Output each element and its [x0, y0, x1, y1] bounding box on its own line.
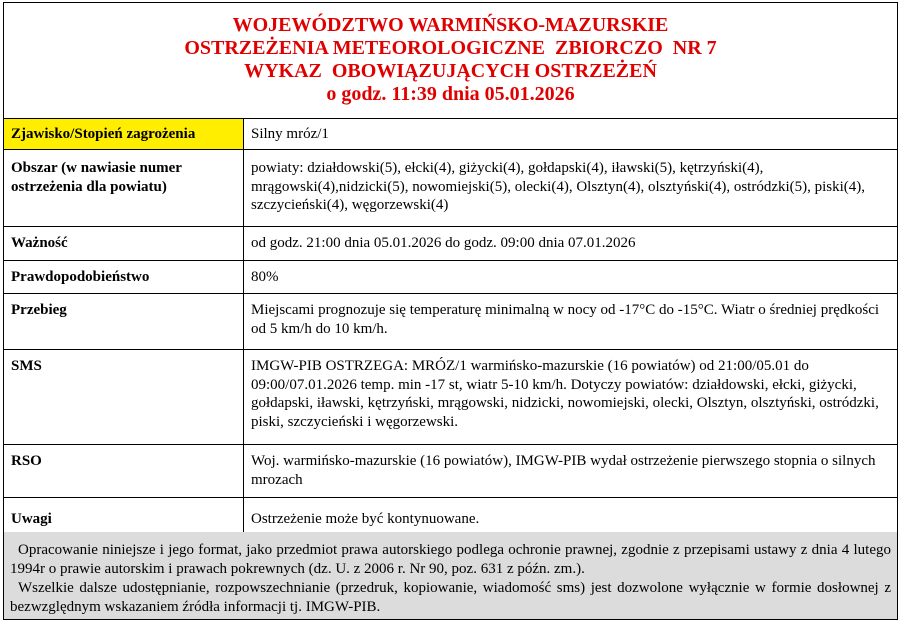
row-value-course: Miejscami prognozuje się temperaturę minimalną w nocy od -17°C do -15°C. Wiatr o średniej prędkości od 5 km/h do 10 km/h.: [244, 294, 898, 350]
region-title: WOJEWÓDZTWO WARMIŃSKO-MAZURSKIE: [232, 14, 669, 36]
row-label-probability: Prawdopodobieństwo: [4, 261, 244, 294]
table-row: [4, 119, 898, 150]
copyright-footer: [3, 532, 898, 620]
copyright-notice: Opracowanie niniejsze i jego format, jako przedmiot prawa autorskiego podlega ochronie prawnej, zgodnie z przepisami ustawy z dnia 4 lutego 1994r o prawie autorskim i prawach pokrewnych (dz. U. z 2006 r. Nr 90, poz. 631 z późn. zm.).: [10, 542, 891, 577]
table-row: [4, 498, 898, 533]
distribution-notice: Wszelkie dalsze udostępnianie, rozpowszechnianie (przedruk, kopiowanie, wiadomość sms) jest dozwolone wyłącznie w formie dosłownej z bezwzględnym wskazaniem źródła informacji tj. IMGW-PIB.: [10, 580, 891, 615]
document-header: [3, 2, 898, 118]
row-label-phenomenon: Zjawisko/Stopień zagrożenia: [4, 119, 244, 150]
row-label-area: Obszar (w nawiasie numer ostrzeżenia dla powiatu): [4, 150, 244, 227]
row-label-rso: RSO: [4, 445, 244, 498]
row-label-course: Przebieg: [4, 294, 244, 350]
table-row: [4, 150, 898, 227]
table-row: [4, 445, 898, 498]
row-label-sms: SMS: [4, 350, 244, 445]
row-value-probability: 80%: [244, 261, 898, 294]
row-value-validity: od godz. 21:00 dnia 05.01.2026 do godz. 09:00 dnia 07.01.2026: [244, 227, 898, 261]
row-value-sms: IMGW-PIB OSTRZEGA: MRÓZ/1 warmińsko-mazurskie (16 powiatów) od 21:00/05.01 do 09:00/07.01.2026 temp. min -17 st, wiatr 5-10 km/h. Dotyczy powiatów: działdowski, ełcki, giżycki, gołdapski, iławski, kętrzyński, mrągowski, nidzicki, nowomiejski, olecki, Olsztyn, olsztyński, ostródzki, piski, szczycieński i węgorzewski.: [244, 350, 898, 445]
row-value-rso: Woj. warmińsko-mazurskie (16 powiatów), IMGW-PIB wydał ostrzeżenie pierwszego stopnia o silnych mrozach: [244, 445, 898, 498]
row-label-validity: Ważność: [4, 227, 244, 261]
table-row: [4, 261, 898, 294]
row-label-remarks: Uwagi: [4, 498, 244, 533]
warning-title: OSTRZEŻENIA METEOROLOGICZNE ZBIORCZO NR 7: [184, 37, 717, 59]
table-row: [4, 294, 898, 350]
row-value-remarks: Ostrzeżenie może być kontynuowane.: [244, 498, 898, 533]
warning-table: [3, 118, 898, 533]
warning-document: [3, 2, 898, 620]
row-value-phenomenon: Silny mróz/1: [244, 119, 898, 150]
table-row: [4, 350, 898, 445]
row-value-area: powiaty: działdowski(5), ełcki(4), giżycki(4), gołdapski(4), iławski(5), kętrzyński(4), mrągowski(4),nidzicki(5), nowomiejski(5), olecki(4), Olsztyn(4), olsztyński(4), ostródzki(5), piski(4), szczycieński(4), węgorzewski(4): [244, 150, 898, 227]
table-row: [4, 227, 898, 261]
list-title: WYKAZ OBOWIĄZUJĄCYCH OSTRZEŻEŃ: [244, 60, 657, 82]
issue-time: o godz. 11:39 dnia 05.01.2026: [326, 83, 575, 105]
